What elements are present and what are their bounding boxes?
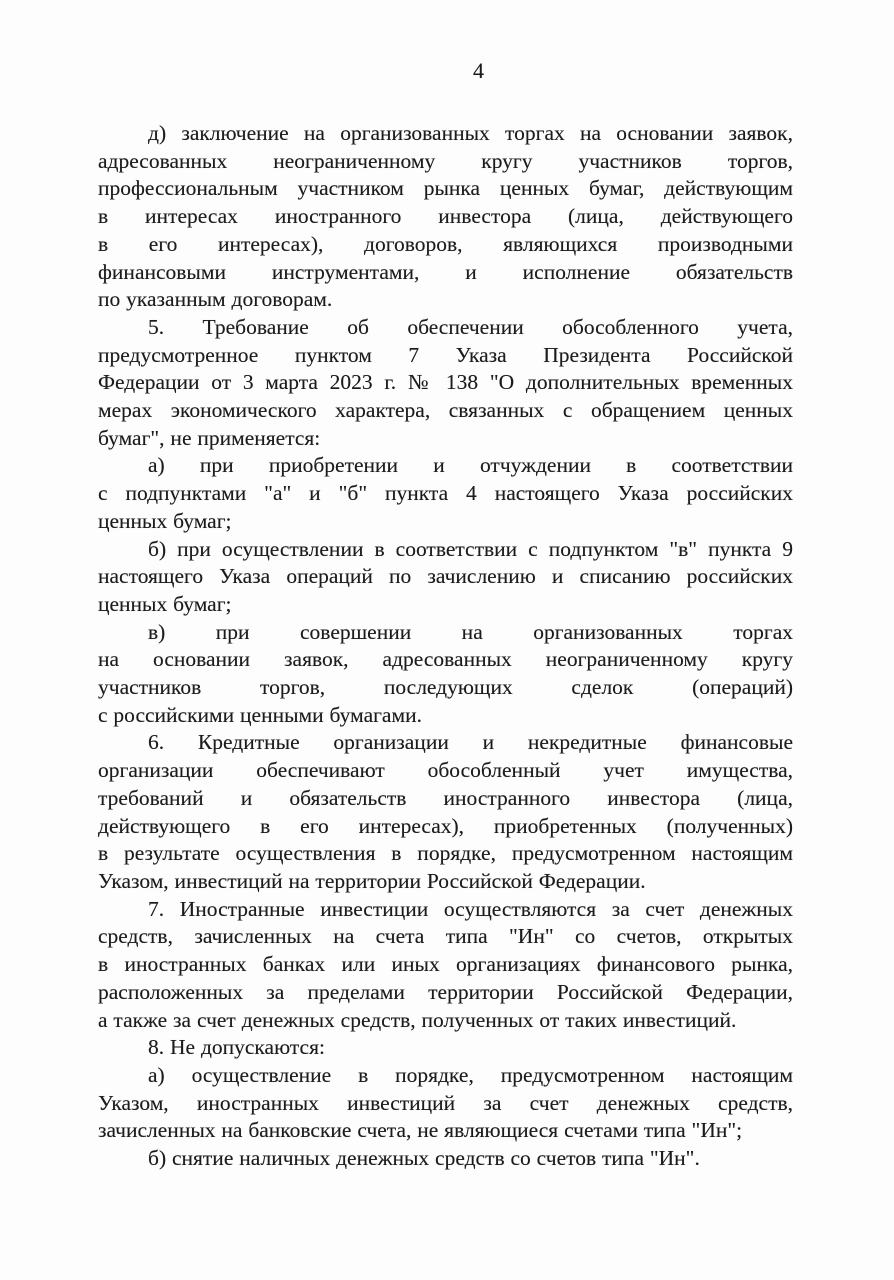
text-line: с российскими ценными бумагами. [98,702,422,727]
text-line: 6. Кредитные организации и некредитные финансовые [148,730,793,755]
text-line: финансовыми инструментами, и исполнение обязательств [98,259,793,284]
text-line: мерах экономического характера, связанных с обращением ценных [98,398,793,423]
paragraph [98,619,793,730]
text-line: Указом, инвестиций на территории Российской Федерации. [98,868,646,893]
document-body [98,120,793,1173]
page-number: 4 [473,58,484,83]
text-line: в интересах иностранного инвестора (лица, действующего [98,204,793,229]
paragraph [98,536,793,619]
paragraph [98,314,793,453]
text-line: д) заключение на организованных торгах на основании заявок, [148,121,793,145]
text-line: а также за счет денежных средств, полученных от таких инвестиций. [98,1007,737,1032]
text-line: на основании заявок, адресованных неограниченному кругу [98,647,793,672]
text-line: с подпунктами "а" и "б" пункта 4 настоящего Указа российских [98,481,793,506]
text-line: Федерации от 3 марта 2023 г. № 138 "О дополнительных временных [98,370,793,395]
text-line: участников торгов, последующих сделок (операций) [98,675,793,700]
text-line: действующего в его интересах), приобретенных (полученных) [98,813,793,838]
text-line: предусмотренное пунктом 7 Указа Президента Российской [98,342,793,367]
text-line: средств, зачисленных на счета типа "Ин" со счетов, открытых [98,924,793,949]
paragraph [98,452,793,535]
text-line: профессиональным участником рынка ценных бумаг, действующим [98,176,793,201]
text-line: в его интересах), договоров, являющихся производными [98,231,793,256]
paragraph [98,120,793,314]
text-line: а) при приобретении и отчуждении в соответствии [148,453,793,478]
text-line: Указом, иностранных инвестиций за счет денежных средств, [98,1090,793,1115]
text-line: ценных бумаг; [98,508,232,533]
paragraph [98,1034,793,1062]
paragraph [98,729,793,895]
text-line: ценных бумаг; [98,591,232,616]
text-line: в) при совершении на организованных торгах [148,619,793,644]
text-line: расположенных за пределами территории Российской Федерации, [98,979,793,1004]
text-line: 5. Требование об обеспечении обособленного учета, [148,314,793,339]
paragraph [98,1145,793,1173]
text-line: организации обеспечивают обособленный учет имущества, [98,758,793,783]
text-line: настоящего Указа операций по зачислению и списанию российских [98,564,793,589]
text-line: б) снятие наличных денежных средств со счетов типа "Ин". [148,1146,700,1171]
text-line: по указанным договорам. [98,287,333,312]
text-line: в иностранных банках или иных организациях финансового рынка, [98,952,793,977]
text-line: в результате осуществления в порядке, предусмотренном настоящим [98,841,793,866]
paragraph [98,896,793,1035]
text-line: 8. Не допускаются: [148,1035,325,1060]
text-line: бумаг", не применяется: [98,425,321,450]
text-line: зачисленных на банковские счета, не являющиеся счетами типа "Ин"; [98,1118,743,1143]
text-line: а) осуществление в порядке, предусмотренном настоящим [148,1062,793,1087]
text-line: 7. Иностранные инвестиции осуществляются за счет денежных [148,896,793,921]
text-line: адресованных неограниченному кругу участников торгов, [98,148,793,173]
text-line: б) при осуществлении в соответствии с подпунктом "в" пункта 9 [148,536,793,561]
paragraph [98,1062,793,1145]
text-line: требований и обязательств иностранного инвестора (лица, [98,785,793,810]
